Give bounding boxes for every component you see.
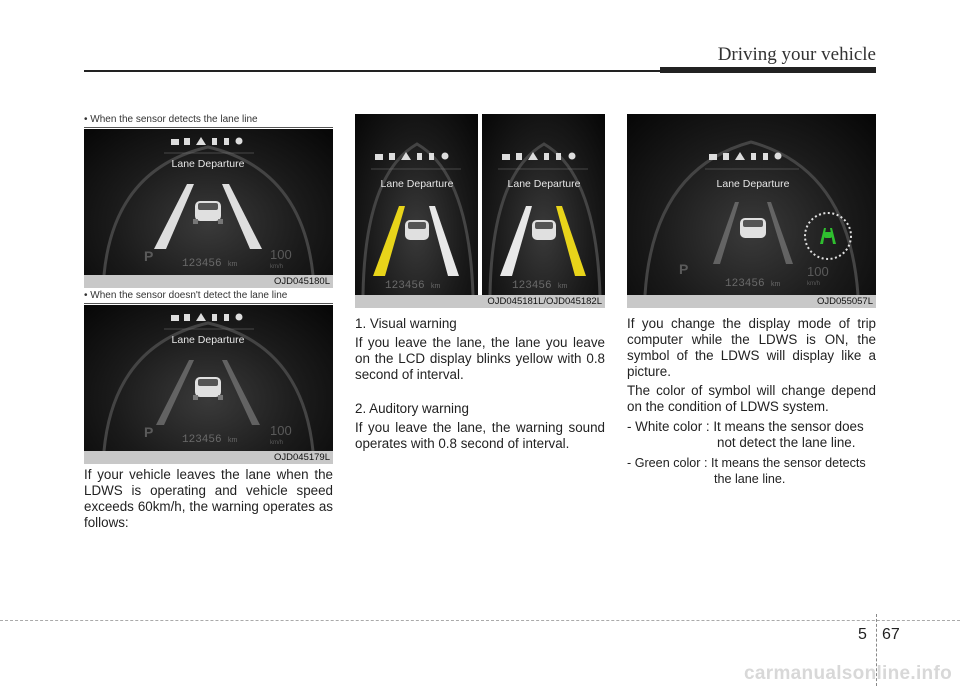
arrow-icon xyxy=(184,314,190,321)
odometer-value: 123456 xyxy=(385,280,425,292)
speed-value: 100 xyxy=(807,264,829,279)
cluster-display-trip-mode xyxy=(627,114,876,295)
lane-icon xyxy=(196,137,206,145)
gear-indicator: P xyxy=(144,424,154,440)
white-color-item-cont: not detect the lane line. xyxy=(717,435,856,450)
car-icon xyxy=(193,201,223,224)
intro-paragraph: If your vehicle leaves the lane when the LDWS is operating and vehicle speed exceeds 60km/h, the warning operates as follows: xyxy=(84,467,333,530)
visual-warning-text: If you leave the lane, the lane you leave on the LCD display blinks yellow with 0.8 second of interval. xyxy=(355,335,605,382)
right-lane-line xyxy=(767,202,793,264)
lane-departure-label: Lane Departure xyxy=(171,158,245,170)
ldws-status-icons xyxy=(502,152,576,160)
arrow-icon xyxy=(184,138,190,145)
car-icon xyxy=(740,218,766,238)
ldws-symbol-description xyxy=(627,316,876,487)
auditory-warning-text: If you leave the lane, the warning sound operates with 0.8 second of interval. xyxy=(355,420,605,451)
white-color-item: - White color : It means the sensor does xyxy=(627,419,864,434)
speed-unit: km/h xyxy=(807,281,821,287)
ldws-green-symbol-icon xyxy=(820,228,836,244)
right-lane-line xyxy=(429,206,459,276)
header-rule-accent xyxy=(660,67,876,73)
auditory-warning-heading: 2. Auditory warning xyxy=(355,401,469,416)
lane-icon xyxy=(196,313,206,321)
odometer-value: 123456 xyxy=(182,258,222,270)
green-color-item-cont: the lane line. xyxy=(714,472,786,486)
chapter-number: 5 xyxy=(858,626,867,643)
cluster-display-left-warning xyxy=(355,114,478,295)
fuel-icon xyxy=(171,315,179,321)
ldws-status-icons xyxy=(375,152,449,160)
car-icon xyxy=(532,220,556,240)
odometer-value: 123456 xyxy=(512,280,552,292)
speed-value: 100 xyxy=(270,247,292,262)
right-lane-line xyxy=(222,360,260,425)
warning-list xyxy=(355,316,605,452)
visual-warning-heading: 1. Visual warning xyxy=(355,316,457,331)
odometer-unit: km xyxy=(228,261,238,268)
gear-indicator: P xyxy=(679,261,689,277)
music-icon xyxy=(212,138,217,145)
gear-icon xyxy=(236,138,243,145)
figure-caption-no-detect: • When the sensor doesn't detect the lane line xyxy=(84,290,288,301)
ldws-status-icons xyxy=(171,137,243,145)
green-color-item: - Green color : It means the sensor detects xyxy=(627,456,866,470)
figure-code-trip-mode: OJD055057L xyxy=(627,295,876,308)
color-paragraph: The color of symbol will change depend on the condition of LDWS system. xyxy=(627,383,876,414)
wrench-icon xyxy=(224,314,229,321)
lane-departure-label: Lane Departure xyxy=(380,178,454,190)
caption-divider xyxy=(84,127,333,128)
lane-departure-label: Lane Departure xyxy=(507,178,581,190)
lane-departure-label: Lane Departure xyxy=(716,178,790,190)
section-title: Driving your vehicle xyxy=(717,44,876,65)
page-number: 67 xyxy=(882,626,900,643)
car-icon xyxy=(405,220,429,240)
odometer-unit: km xyxy=(228,437,238,444)
fuel-icon xyxy=(171,139,179,145)
symbol-paragraph: If you change the display mode of trip computer while the LDWS is ON, the symbol of the LDWS will display like a picture. xyxy=(627,316,876,379)
left-lane-line xyxy=(500,206,532,276)
right-lane-line xyxy=(222,184,262,249)
figure-code-no-detect: OJD045179L xyxy=(84,451,333,464)
left-lane-line-yellow xyxy=(373,206,405,276)
watermark: carmanualsonline.info xyxy=(744,663,952,684)
cluster-display-right-warning xyxy=(482,114,605,295)
speed-unit: km/h xyxy=(270,264,284,270)
left-lane-line xyxy=(154,184,194,249)
odometer-value: 123456 xyxy=(182,434,222,446)
odometer-unit: km xyxy=(558,283,568,290)
right-lane-line-yellow xyxy=(556,206,586,276)
speed-value: 100 xyxy=(270,423,292,438)
gear-indicator: P xyxy=(144,248,154,264)
gear-icon xyxy=(236,314,243,321)
cluster-display-detect xyxy=(84,129,333,275)
left-lane-line xyxy=(156,360,194,425)
figure-caption-detect: • When the sensor detects the lane line xyxy=(84,114,258,125)
odometer-unit: km xyxy=(431,283,441,290)
speed-unit: km/h xyxy=(270,440,284,446)
caption-divider xyxy=(84,303,333,304)
cluster-display-no-detect xyxy=(84,305,333,451)
odometer-unit: km xyxy=(771,281,781,288)
odometer-value: 123456 xyxy=(725,278,765,290)
music-icon xyxy=(212,314,217,321)
wrench-icon xyxy=(224,138,229,145)
figure-code-detect: OJD045180L xyxy=(84,275,333,288)
car-icon xyxy=(193,377,223,400)
left-lane-line xyxy=(713,202,739,264)
footer-rule xyxy=(0,620,960,621)
figure-code-warning: OJD045181L/OJD045182L xyxy=(355,295,605,308)
lane-departure-label: Lane Departure xyxy=(171,334,245,346)
ldws-status-icons xyxy=(171,313,243,321)
